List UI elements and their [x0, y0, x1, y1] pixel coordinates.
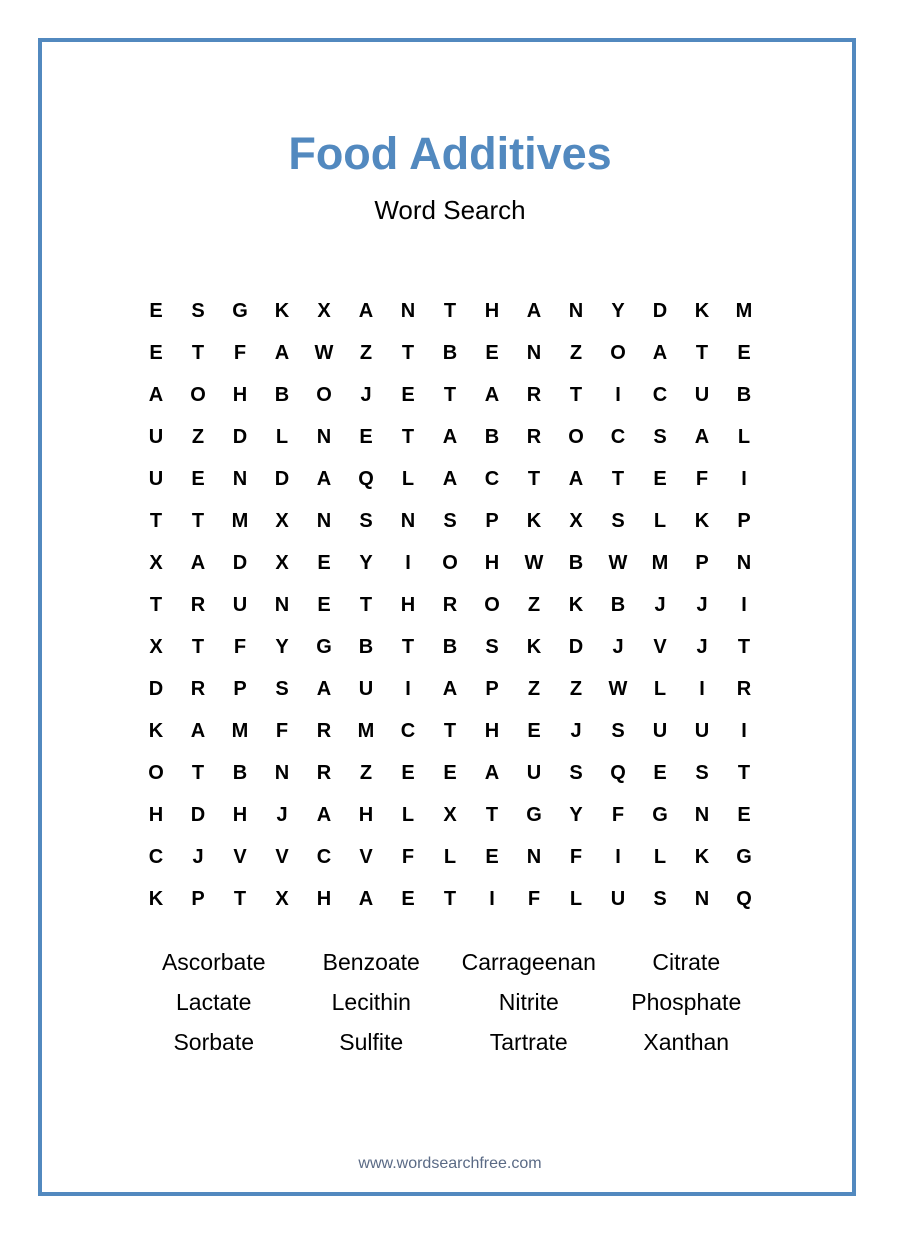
grid-cell: T	[401, 635, 415, 658]
grid-cell: V	[359, 845, 373, 868]
grid-cell: N	[694, 803, 710, 826]
grid-cell: A	[148, 383, 164, 406]
grid-cell: A	[484, 761, 500, 784]
grid-cell: E	[737, 341, 751, 364]
grid-cell: C	[400, 719, 416, 742]
grid-cell: I	[405, 677, 411, 700]
grid-cell: D	[568, 635, 584, 658]
grid-cell: O	[484, 593, 500, 616]
grid-cell: P	[485, 509, 499, 532]
grid-cell: D	[652, 299, 668, 322]
grid-cell: P	[191, 887, 205, 910]
grid-cell: L	[653, 509, 667, 532]
grid-cell: J	[360, 383, 372, 406]
grid-cell: T	[401, 341, 415, 364]
grid-cell: H	[484, 551, 500, 574]
grid-cell: A	[526, 299, 542, 322]
grid-cell: E	[317, 551, 331, 574]
grid-cell: C	[316, 845, 332, 868]
grid-cell: B	[568, 551, 584, 574]
grid-cell: R	[526, 425, 542, 448]
grid-cell: C	[148, 845, 164, 868]
grid-cell: E	[653, 761, 667, 784]
grid-cell: O	[568, 425, 584, 448]
grid-cell: Q	[610, 761, 626, 784]
grid-cell: J	[612, 635, 624, 658]
grid-cell: K	[148, 887, 164, 910]
grid-cell: T	[527, 467, 541, 490]
grid-cell: T	[191, 341, 205, 364]
grid-cell: B	[232, 761, 248, 784]
grid-cell: S	[485, 635, 499, 658]
grid-cell: B	[442, 341, 458, 364]
grid-cell: L	[653, 677, 667, 700]
grid-cell: U	[694, 719, 710, 742]
grid-cell: H	[148, 803, 164, 826]
grid-cell: A	[442, 425, 458, 448]
grid-cell: L	[401, 467, 415, 490]
grid-cell: K	[694, 509, 710, 532]
grid-cell: T	[443, 383, 457, 406]
grid-cell: R	[526, 383, 542, 406]
grid-cell: Q	[736, 887, 752, 910]
grid-cell: U	[148, 425, 164, 448]
grid-cell: E	[527, 719, 541, 742]
grid-cell: T	[443, 887, 457, 910]
grid-cell: X	[275, 887, 289, 910]
grid-cell: G	[232, 299, 248, 322]
grid-cell: A	[274, 341, 290, 364]
grid-cell: U	[358, 677, 374, 700]
grid-cell: V	[233, 845, 247, 868]
grid-cell: T	[695, 341, 709, 364]
grid-cell: E	[737, 803, 751, 826]
grid-cell: H	[400, 593, 416, 616]
grid-cell: K	[148, 719, 164, 742]
grid-cell: H	[316, 887, 332, 910]
grid-cell: F	[527, 887, 541, 910]
grid-cell: T	[191, 761, 205, 784]
grid-cell: O	[442, 551, 458, 574]
grid-cell: T	[191, 635, 205, 658]
grid-cell: Y	[359, 551, 373, 574]
grid-cell: A	[652, 341, 668, 364]
grid-cell: H	[358, 803, 374, 826]
grid-cell: F	[611, 803, 625, 826]
word-list-item: Xanthan	[643, 1028, 730, 1055]
grid-cell: A	[358, 299, 374, 322]
grid-cell: P	[737, 509, 751, 532]
grid-cell: H	[484, 299, 500, 322]
grid-cell: M	[357, 719, 375, 742]
grid-cell: E	[317, 593, 331, 616]
grid-cell: E	[191, 467, 205, 490]
grid-cell: N	[526, 845, 542, 868]
grid-cell: B	[442, 635, 458, 658]
word-list-item: Phosphate	[631, 988, 742, 1015]
grid-cell: X	[275, 509, 289, 532]
grid-cell: C	[610, 425, 626, 448]
grid-cell: K	[694, 299, 710, 322]
grid-cell: N	[274, 593, 290, 616]
grid-cell: T	[149, 509, 163, 532]
grid-cell: R	[190, 593, 206, 616]
grid-cell: O	[148, 761, 164, 784]
grid-cell: S	[695, 761, 709, 784]
grid-cell: A	[190, 719, 206, 742]
grid-cell: E	[401, 761, 415, 784]
word-list-item: Ascorbate	[161, 948, 266, 975]
grid-cell: W	[314, 341, 334, 364]
grid-cell: Z	[359, 341, 373, 364]
grid-cell: T	[359, 593, 373, 616]
grid-cell: D	[148, 677, 164, 700]
grid-cell: T	[737, 761, 751, 784]
footer-website: www.wordsearchfree.com	[358, 1155, 542, 1172]
grid-cell: X	[275, 551, 289, 574]
grid-cell: T	[611, 467, 625, 490]
grid-cell: I	[699, 677, 705, 700]
grid-cell: B	[484, 425, 500, 448]
grid-cell: E	[359, 425, 373, 448]
grid-cell: X	[149, 635, 163, 658]
grid-cell: X	[443, 803, 457, 826]
grid-cell: J	[696, 593, 708, 616]
grid-cell: I	[405, 551, 411, 574]
grid-cell: F	[233, 635, 247, 658]
grid-cell: A	[694, 425, 710, 448]
grid-cell: M	[231, 719, 249, 742]
grid-cell: D	[274, 467, 290, 490]
grid-cell: X	[149, 551, 163, 574]
grid-cell: E	[485, 845, 499, 868]
grid-cell: R	[736, 677, 752, 700]
grid-cell: W	[524, 551, 544, 574]
grid-cell: N	[316, 509, 332, 532]
grid-cell: V	[275, 845, 289, 868]
grid-cell: F	[695, 467, 709, 490]
grid-cell: L	[401, 803, 415, 826]
grid-cell: Y	[275, 635, 289, 658]
grid-cell: S	[359, 509, 373, 532]
grid-cell: C	[652, 383, 668, 406]
grid-cell: E	[485, 341, 499, 364]
grid-cell: Y	[611, 299, 625, 322]
word-list-item: Citrate	[652, 948, 721, 975]
grid-cell: Y	[569, 803, 583, 826]
grid-cell: S	[569, 761, 583, 784]
grid-cell: B	[610, 593, 626, 616]
grid-cell: P	[485, 677, 499, 700]
grid-cell: K	[526, 509, 542, 532]
grid-cell: B	[274, 383, 290, 406]
grid-cell: T	[401, 425, 415, 448]
grid-cell: A	[442, 467, 458, 490]
grid-cell: M	[651, 551, 669, 574]
grid-cell: T	[569, 383, 583, 406]
grid-cell: J	[570, 719, 582, 742]
grid-cell: M	[231, 509, 249, 532]
grid-cell: J	[654, 593, 666, 616]
grid-cell: T	[443, 719, 457, 742]
grid-cell: B	[736, 383, 752, 406]
grid-cell: H	[232, 383, 248, 406]
grid-cell: R	[442, 593, 458, 616]
grid-cell: Z	[527, 593, 541, 616]
grid-cell: R	[190, 677, 206, 700]
grid-cell: Z	[569, 341, 583, 364]
grid-cell: N	[694, 887, 710, 910]
grid-cell: T	[149, 593, 163, 616]
grid-cell: E	[653, 467, 667, 490]
grid-cell: O	[316, 383, 332, 406]
grid-cell: M	[735, 299, 753, 322]
grid-cell: Z	[569, 677, 583, 700]
grid-cell: J	[696, 635, 708, 658]
grid-cell: W	[608, 677, 628, 700]
grid-cell: L	[443, 845, 457, 868]
grid-cell: N	[526, 341, 542, 364]
grid-cell: L	[569, 887, 583, 910]
grid-cell: I	[741, 719, 747, 742]
grid-cell: U	[526, 761, 542, 784]
grid-cell: E	[401, 887, 415, 910]
grid-cell: F	[401, 845, 415, 868]
grid-cell: G	[736, 845, 752, 868]
grid-cell: J	[192, 845, 204, 868]
grid-cell: O	[610, 341, 626, 364]
grid-cell: B	[358, 635, 374, 658]
grid-cell: F	[275, 719, 289, 742]
grid-cell: E	[401, 383, 415, 406]
grid-cell: W	[608, 551, 628, 574]
grid-cell: Z	[359, 761, 373, 784]
grid-cell: F	[569, 845, 583, 868]
grid-cell: I	[741, 467, 747, 490]
grid-cell: E	[443, 761, 457, 784]
grid-cell: O	[190, 383, 206, 406]
grid-cell: S	[191, 299, 205, 322]
grid-cell: T	[737, 635, 751, 658]
grid-cell: R	[316, 719, 332, 742]
grid-cell: N	[316, 425, 332, 448]
grid-cell: S	[275, 677, 289, 700]
word-list-item: Benzoate	[322, 948, 420, 975]
letter-grid	[135, 290, 765, 920]
grid-cell: K	[526, 635, 542, 658]
word-list-item: Sorbate	[173, 1028, 255, 1055]
grid-cell: V	[653, 635, 667, 658]
grid-cell: H	[232, 803, 248, 826]
grid-cell: K	[568, 593, 584, 616]
grid-cell: P	[695, 551, 709, 574]
grid-cell: L	[275, 425, 289, 448]
grid-cell: U	[148, 467, 164, 490]
grid-cell: U	[232, 593, 248, 616]
grid-cell: U	[694, 383, 710, 406]
grid-cell: I	[615, 845, 621, 868]
grid-cell: A	[568, 467, 584, 490]
grid-cell: G	[652, 803, 668, 826]
grid-cell: L	[653, 845, 667, 868]
grid-cell: K	[274, 299, 290, 322]
grid-cell: N	[274, 761, 290, 784]
grid-cell: Q	[358, 467, 374, 490]
grid-cell: S	[611, 719, 625, 742]
grid-cell: E	[149, 341, 163, 364]
grid-cell: N	[400, 509, 416, 532]
grid-cell: Z	[191, 425, 205, 448]
grid-cell: I	[489, 887, 495, 910]
word-list-item: Nitrite	[498, 988, 559, 1015]
grid-cell: T	[233, 887, 247, 910]
grid-cell: X	[569, 509, 583, 532]
grid-cell: Z	[527, 677, 541, 700]
grid-cell: S	[611, 509, 625, 532]
grid-cell: H	[484, 719, 500, 742]
grid-cell: A	[358, 887, 374, 910]
grid-cell: A	[316, 467, 332, 490]
grid-cell: G	[316, 635, 332, 658]
page-title: Food Additives	[288, 128, 612, 179]
grid-cell: N	[232, 467, 248, 490]
word-list-item: Sulfite	[339, 1028, 404, 1055]
grid-cell: D	[190, 803, 206, 826]
grid-cell: N	[568, 299, 584, 322]
grid-cell: A	[316, 803, 332, 826]
grid-cell: I	[741, 593, 747, 616]
word-list-item: Lecithin	[331, 988, 411, 1015]
grid-cell: A	[484, 383, 500, 406]
grid-cell: T	[485, 803, 499, 826]
grid-cell: U	[652, 719, 668, 742]
grid-cell: T	[443, 299, 457, 322]
grid-cell: S	[653, 887, 667, 910]
word-list-item: Tartrate	[489, 1028, 568, 1055]
grid-cell: X	[317, 299, 331, 322]
page-subtitle: Word Search	[374, 195, 526, 225]
grid-cell: E	[149, 299, 163, 322]
grid-cell: S	[443, 509, 457, 532]
grid-cell: A	[190, 551, 206, 574]
grid-cell: T	[191, 509, 205, 532]
grid-cell: K	[694, 845, 710, 868]
grid-cell: J	[276, 803, 288, 826]
grid-cell: R	[316, 761, 332, 784]
grid-cell: S	[653, 425, 667, 448]
grid-cell: G	[526, 803, 542, 826]
word-list	[135, 942, 765, 1062]
word-list-item: Lactate	[176, 988, 252, 1015]
grid-cell: A	[316, 677, 332, 700]
grid-cell: N	[736, 551, 752, 574]
grid-cell: C	[484, 467, 500, 490]
grid-cell: P	[233, 677, 247, 700]
grid-cell: D	[232, 425, 248, 448]
grid-cell: D	[232, 551, 248, 574]
grid-cell: L	[737, 425, 751, 448]
grid-cell: U	[610, 887, 626, 910]
grid-cell: A	[442, 677, 458, 700]
grid-cell: N	[400, 299, 416, 322]
grid-cell: I	[615, 383, 621, 406]
grid-cell: F	[233, 341, 247, 364]
word-list-item: Carrageenan	[461, 948, 596, 975]
